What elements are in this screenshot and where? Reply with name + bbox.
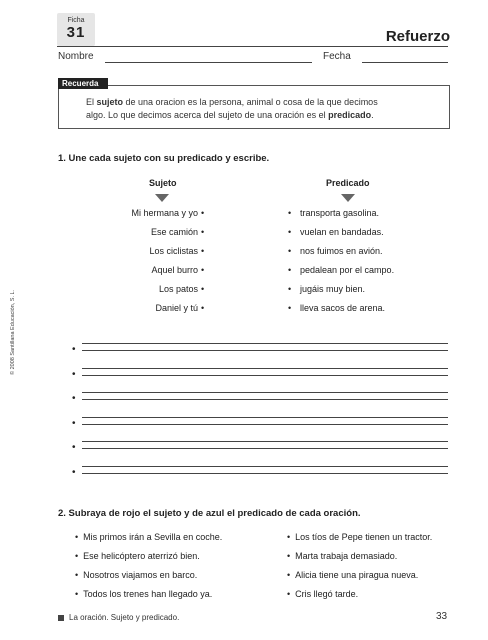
predicate-item: vuelan en bandadas. (300, 227, 384, 237)
subject-item: Ese camión (150, 227, 198, 237)
write-line[interactable] (82, 466, 448, 467)
bullet: • (75, 551, 84, 561)
page-title: Refuerzo (385, 28, 450, 45)
predicate-item: pedalean por el campo. (300, 265, 395, 275)
footer-text: La oración. Sujeto y predicado. (69, 613, 180, 622)
subject-dot[interactable]: • (201, 284, 205, 294)
bullet: • (75, 570, 84, 580)
nombre-field[interactable] (105, 62, 312, 63)
subject-item: Los ciclistas (149, 246, 198, 256)
ficha-badge (57, 13, 95, 46)
predicate-item: transporta gasolina. (300, 208, 380, 218)
subject-dot[interactable]: • (201, 208, 205, 218)
subject-item: Mi hermana y yo (131, 208, 198, 218)
predicate-dot[interactable]: • (288, 246, 292, 256)
sentence-text: Ese helicóptero aterrizó bien. (83, 551, 200, 561)
sentence-text: Nosotros viajamos en barco. (83, 570, 198, 580)
sujeto-arrow-icon (155, 194, 169, 202)
sentence-text: Alicia tiene una piragua nueva. (295, 570, 419, 580)
bullet: • (287, 570, 296, 580)
recuerda-tag: Recuerda (58, 78, 108, 89)
write-line[interactable] (82, 441, 448, 442)
subject-dot[interactable]: • (201, 227, 205, 237)
ficha-label: Ficha (67, 17, 85, 24)
sentence-item[interactable] (287, 589, 358, 599)
exercise-2-title: 2. Subraya de rojo el sujeto y de azul el predicado de cada oración. (58, 508, 361, 519)
sentence-text: Mis primos irán a Sevilla en coche. (83, 532, 223, 542)
sentence-item[interactable] (287, 532, 432, 542)
sentence-text: Marta trabaja demasiado. (295, 551, 398, 561)
write-bullet: • (72, 466, 76, 478)
ficha-number: 31 (66, 24, 86, 41)
col-predicado-head: Predicado (326, 178, 370, 188)
col-sujeto-head: Sujeto (149, 178, 177, 188)
predicate-item: nos fuimos en avión. (300, 246, 383, 256)
copyright-text: © 2008 Santillana Educación, S. L. (10, 289, 16, 375)
write-line[interactable] (82, 392, 448, 393)
write-bullet: • (72, 417, 76, 429)
header-rule (57, 46, 448, 47)
predicate-dot[interactable]: • (288, 303, 292, 313)
sentence-item[interactable] (75, 551, 200, 561)
predicate-item: jugáis muy bien. (300, 284, 366, 294)
write-line[interactable] (82, 375, 448, 376)
exercise-1-title: 1. Une cada sujeto con su predicado y escribe. (58, 153, 270, 164)
bullet: • (287, 551, 296, 561)
sentence-item[interactable] (75, 570, 197, 580)
write-line[interactable] (82, 448, 448, 449)
write-line[interactable] (82, 473, 448, 474)
page-number: 33 (436, 611, 448, 622)
sentence-item[interactable] (287, 570, 418, 580)
bullet: • (287, 589, 296, 599)
sentence-item[interactable] (287, 551, 397, 561)
bullet: • (75, 532, 84, 542)
write-line[interactable] (82, 417, 448, 418)
sentence-text: Cris llegó tarde. (295, 589, 359, 599)
write-bullet: • (72, 442, 76, 453)
write-bullet: • (72, 368, 76, 380)
recuerda-text (86, 96, 436, 122)
write-bullet: • (72, 393, 76, 404)
sentence-text: Los tíos de Pepe tienen un tractor. (295, 532, 433, 542)
predicate-item: lleva sacos de arena. (300, 303, 386, 313)
subject-item: Aquel burro (151, 265, 198, 275)
subject-item: Los patos (158, 284, 198, 294)
write-line[interactable] (82, 368, 448, 369)
recuerda-line-2: algo. Lo que decimos acerca del sujeto de una oración es el predicado. (86, 110, 374, 120)
subject-dot[interactable]: • (201, 265, 205, 275)
bullet: • (75, 589, 84, 599)
nombre-label: Nombre (58, 51, 94, 62)
sentence-text: Todos los trenes han llegado ya. (83, 589, 213, 599)
predicate-dot[interactable]: • (288, 208, 292, 218)
write-line[interactable] (82, 424, 448, 425)
bullet: • (287, 532, 296, 542)
subject-item: Daniel y tú (155, 303, 198, 313)
predicate-dot[interactable]: • (288, 265, 292, 275)
predicate-dot[interactable]: • (288, 284, 292, 294)
write-line[interactable] (82, 350, 448, 351)
predicate-dot[interactable]: • (288, 227, 292, 237)
recuerda-line-1: El sujeto de una oracion es la persona, animal o cosa de la que decimos (86, 97, 378, 107)
fecha-label: Fecha (323, 51, 351, 62)
write-bullet: • (72, 344, 76, 355)
write-line[interactable] (82, 399, 448, 400)
sentence-item[interactable] (75, 532, 222, 542)
predicado-arrow-icon (341, 194, 355, 202)
footer-square-icon (58, 615, 64, 621)
subject-dot[interactable]: • (201, 303, 205, 313)
write-line[interactable] (82, 343, 448, 344)
fecha-field[interactable] (362, 62, 448, 63)
subject-dot[interactable]: • (201, 246, 205, 256)
sentence-item[interactable] (75, 589, 212, 599)
